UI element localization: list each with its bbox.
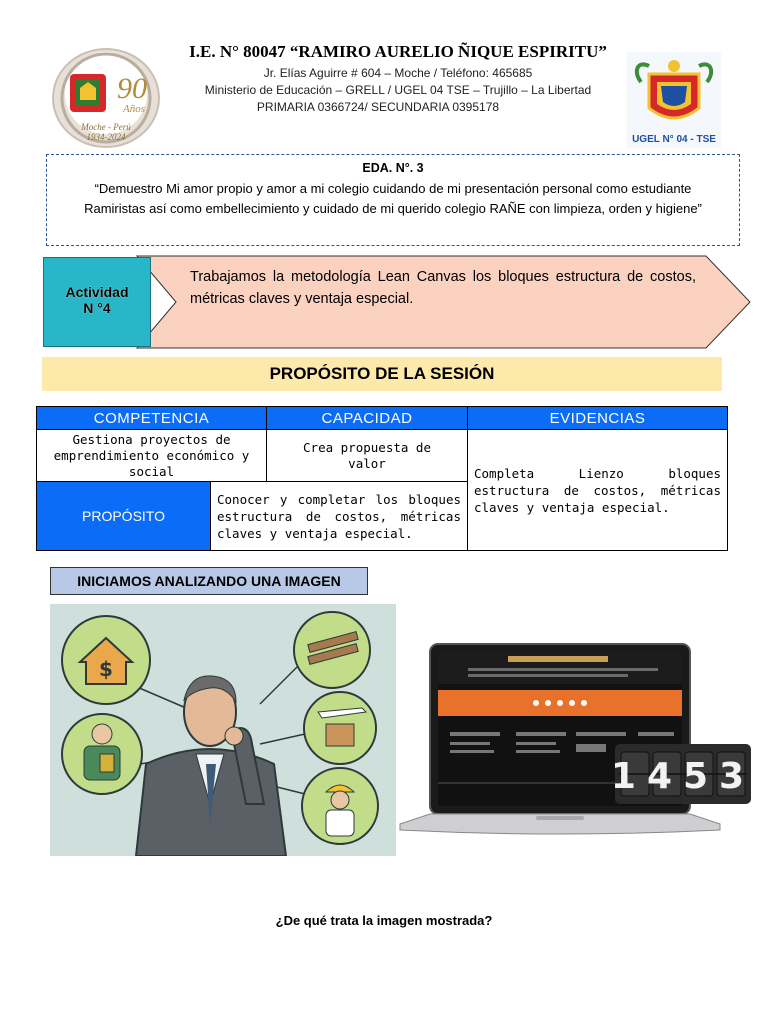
anniversary-number: 90 <box>117 72 147 105</box>
school-address: Jr. Elías Aguirre # 604 – Moche / Teléfono: 465685 <box>263 66 533 80</box>
levels-line: PRIMARIA 0366724/ SECUNDARIA 0395178 <box>256 100 500 114</box>
entrepreneur-illustration <box>50 604 396 856</box>
capacidad-cell: Crea propuesta de valor <box>267 430 468 482</box>
header-competencia: COMPETENCIA <box>37 407 267 430</box>
purpose-title: PROPÓSITO DE LA SESIÓN <box>42 357 722 391</box>
counter-digits: 1453 <box>615 756 751 797</box>
svg-text:$: $ <box>99 657 113 681</box>
activity-label-box <box>43 257 151 347</box>
header-evidencias: EVIDENCIAS <box>468 407 728 430</box>
visitor-counter <box>615 744 751 804</box>
proposito-row <box>37 482 468 551</box>
eda-title: EDA. N°. 3 <box>362 161 424 175</box>
competencia-cell: Gestiona proyectos de emprendimiento económico y social <box>37 430 267 482</box>
shipping-icon <box>304 692 376 764</box>
anniversary-word: Años <box>123 103 145 115</box>
ugel-caption: UGEL N° 04 - TSE <box>632 134 716 145</box>
eda-box <box>46 154 740 246</box>
activity-label-line1: Actividad <box>65 284 129 300</box>
house-money-icon <box>62 616 150 704</box>
activity-label-line2: N °4 <box>83 300 111 316</box>
school-name: I.E. N° 80047 “RAMIRO AURELIO ÑIQUE ESPIRITU” <box>189 42 607 61</box>
eda-text-line2: Ramiristas así como embellecimiento y cuidado de mi querido colegio RAÑE con limpieza, orden y higiene” <box>84 201 702 216</box>
competency-table <box>36 406 728 551</box>
logo-years: 1934-2024 <box>86 132 126 142</box>
worker-icon <box>302 768 378 844</box>
businessman-icon <box>62 714 142 794</box>
laptop-website-image <box>398 642 722 838</box>
question-text: ¿De qué trata la imagen mostrada? <box>275 913 493 928</box>
eda-text-line1: “Demuestro Mi amor propio y amor a mi colegio cuidando de mi presentación personal como estudiante <box>94 181 692 196</box>
ugel-logo <box>627 52 721 148</box>
evidencias-cell: Completa Lienzo bloques estructura de costos, métricas claves y ventaja especial. <box>468 430 728 551</box>
section-label: INICIAMOS ANALIZANDO UNA IMAGEN <box>50 567 368 595</box>
logo-place: Moche - Perú <box>81 122 131 132</box>
header-capacidad: CAPACIDAD <box>267 407 468 430</box>
proposito-text <box>211 482 467 550</box>
activity-description: Trabajamos la metodología Lean Canvas los bloques estructura de costos, métricas claves y ventaja especial. <box>190 269 696 307</box>
lumber-icon <box>294 612 370 688</box>
school-anniversary-logo <box>52 48 160 148</box>
proposito-label: PROPÓSITO <box>37 482 211 550</box>
ministry-line: Ministerio de Educación – GRELL / UGEL 04 TSE – Trujillo – La Libertad <box>204 83 592 97</box>
proposito-text-value: Conocer y completar los bloques estructura de costos, métricas claves y ventaja especial. <box>217 491 461 541</box>
